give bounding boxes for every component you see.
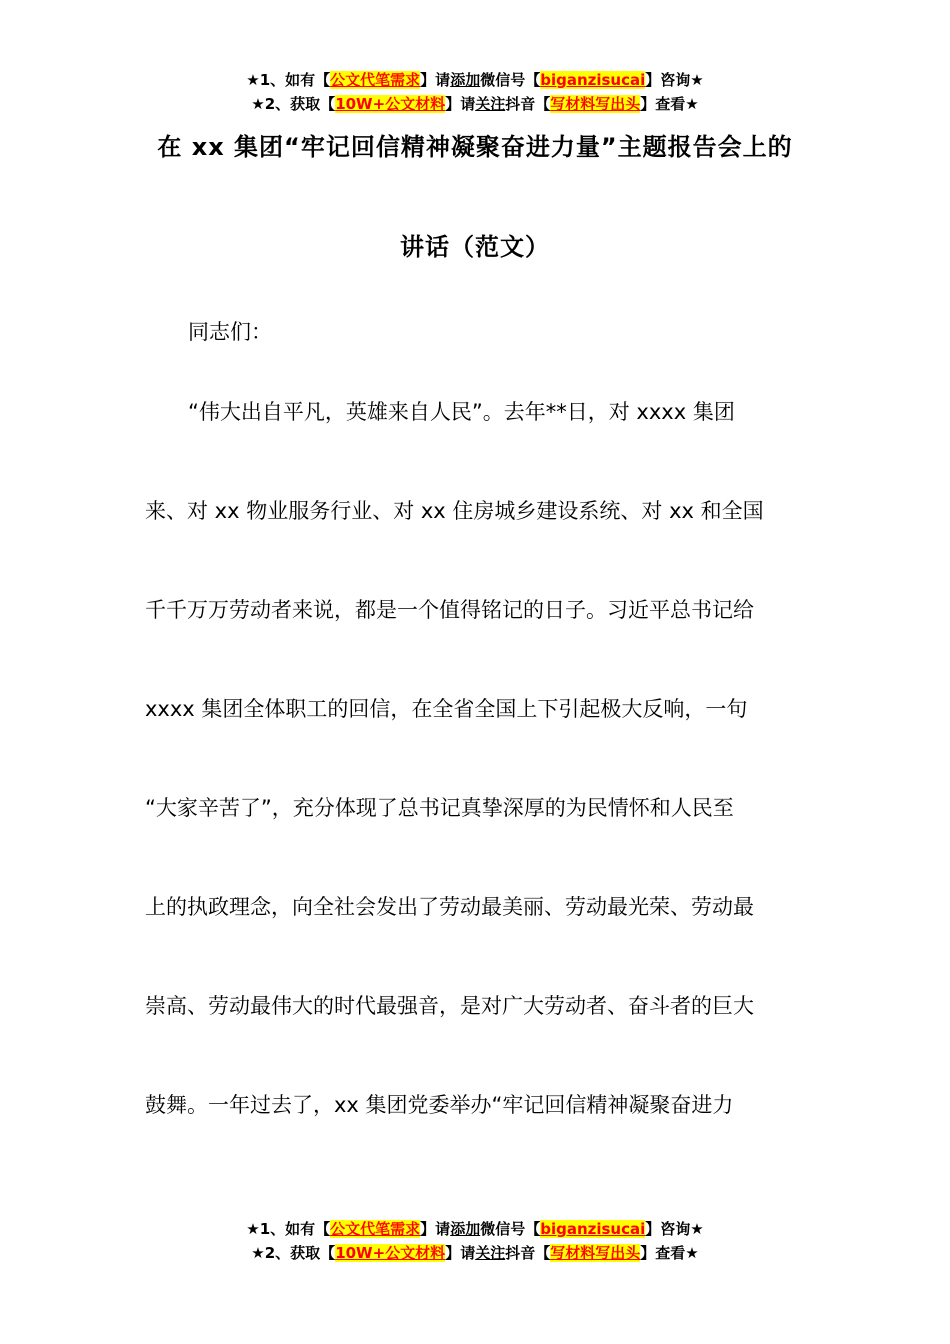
highlight-service: 公文代笔需求 (330, 1220, 421, 1238)
banner-text: ★2、获取【 (251, 1244, 336, 1262)
body-line: 来、对 xx 物业服务行业、对 xx 住房城乡建设系统、对 xx 和全国 (145, 499, 764, 523)
highlight-douyin: 写材料写出头 (550, 1244, 641, 1262)
body-line: 千千万万劳动者来说，都是一个值得铭记的日子。习近平总书记给 (145, 598, 754, 622)
banner-text: 】咨询★ (645, 71, 704, 89)
highlight-service: 公文代笔需求 (330, 71, 421, 89)
highlight-wechat-id: biganzisucai (540, 1220, 646, 1238)
banner-text: 】查看★ (640, 1244, 699, 1262)
banner-line-1 (0, 68, 950, 92)
emphasis-follow: 关注 (475, 1244, 506, 1262)
banner-text: 】查看★ (640, 95, 699, 113)
banner-text: 微信号【 (480, 1220, 541, 1238)
banner-text: 抖音【 (505, 95, 551, 113)
banner-line-2 (0, 92, 950, 116)
emphasis-follow: 关注 (475, 95, 506, 113)
banner-text: 】请 (420, 71, 451, 89)
document-title-line-2: 讲话（范文） (400, 233, 550, 261)
banner-text: 抖音【 (505, 1244, 551, 1262)
body-line: xxxx 集团全体职工的回信，在全省全国上下引起极大反响，一句 (145, 697, 748, 721)
body-line: 鼓舞。一年过去了，xx 集团党委举办“牢记回信精神凝聚奋进力 (145, 1093, 734, 1117)
emphasis-add: 添加 (450, 1220, 481, 1238)
body-line: “伟大出自平凡，英雄来自人民”。去年**日，对 xxxx 集团 (188, 400, 735, 424)
banner-text: 】咨询★ (645, 1220, 704, 1238)
banner-line-2 (0, 1241, 950, 1265)
highlight-materials: 10W+公文材料 (335, 95, 446, 113)
highlight-wechat-id: biganzisucai (540, 71, 646, 89)
document-title-line-1: 在 xx 集团“牢记回信精神凝聚奋进力量”主题报告会上的 (157, 133, 793, 161)
banner-text: 】请 (445, 1244, 476, 1262)
emphasis-add: 添加 (450, 71, 481, 89)
footer-banner (0, 1217, 950, 1265)
salutation: 同志们： (188, 320, 272, 344)
highlight-douyin: 写材料写出头 (550, 95, 641, 113)
banner-text: ★1、如有【 (246, 1220, 331, 1238)
banner-text: 】请 (420, 1220, 451, 1238)
banner-text: 】请 (445, 95, 476, 113)
body-line: 上的执政理念，向全社会发出了劳动最美丽、劳动最光荣、劳动最 (145, 895, 754, 919)
highlight-materials: 10W+公文材料 (335, 1244, 446, 1262)
banner-line-1 (0, 1217, 950, 1241)
body-line: 崇高、劳动最伟大的时代最强音，是对广大劳动者、奋斗者的巨大 (145, 994, 754, 1018)
banner-text: 微信号【 (480, 71, 541, 89)
body-line: “大家辛苦了”，充分体现了总书记真挚深厚的为民情怀和人民至 (145, 796, 734, 820)
banner-text: ★2、获取【 (251, 95, 336, 113)
banner-text: ★1、如有【 (246, 71, 331, 89)
header-banner (0, 68, 950, 116)
